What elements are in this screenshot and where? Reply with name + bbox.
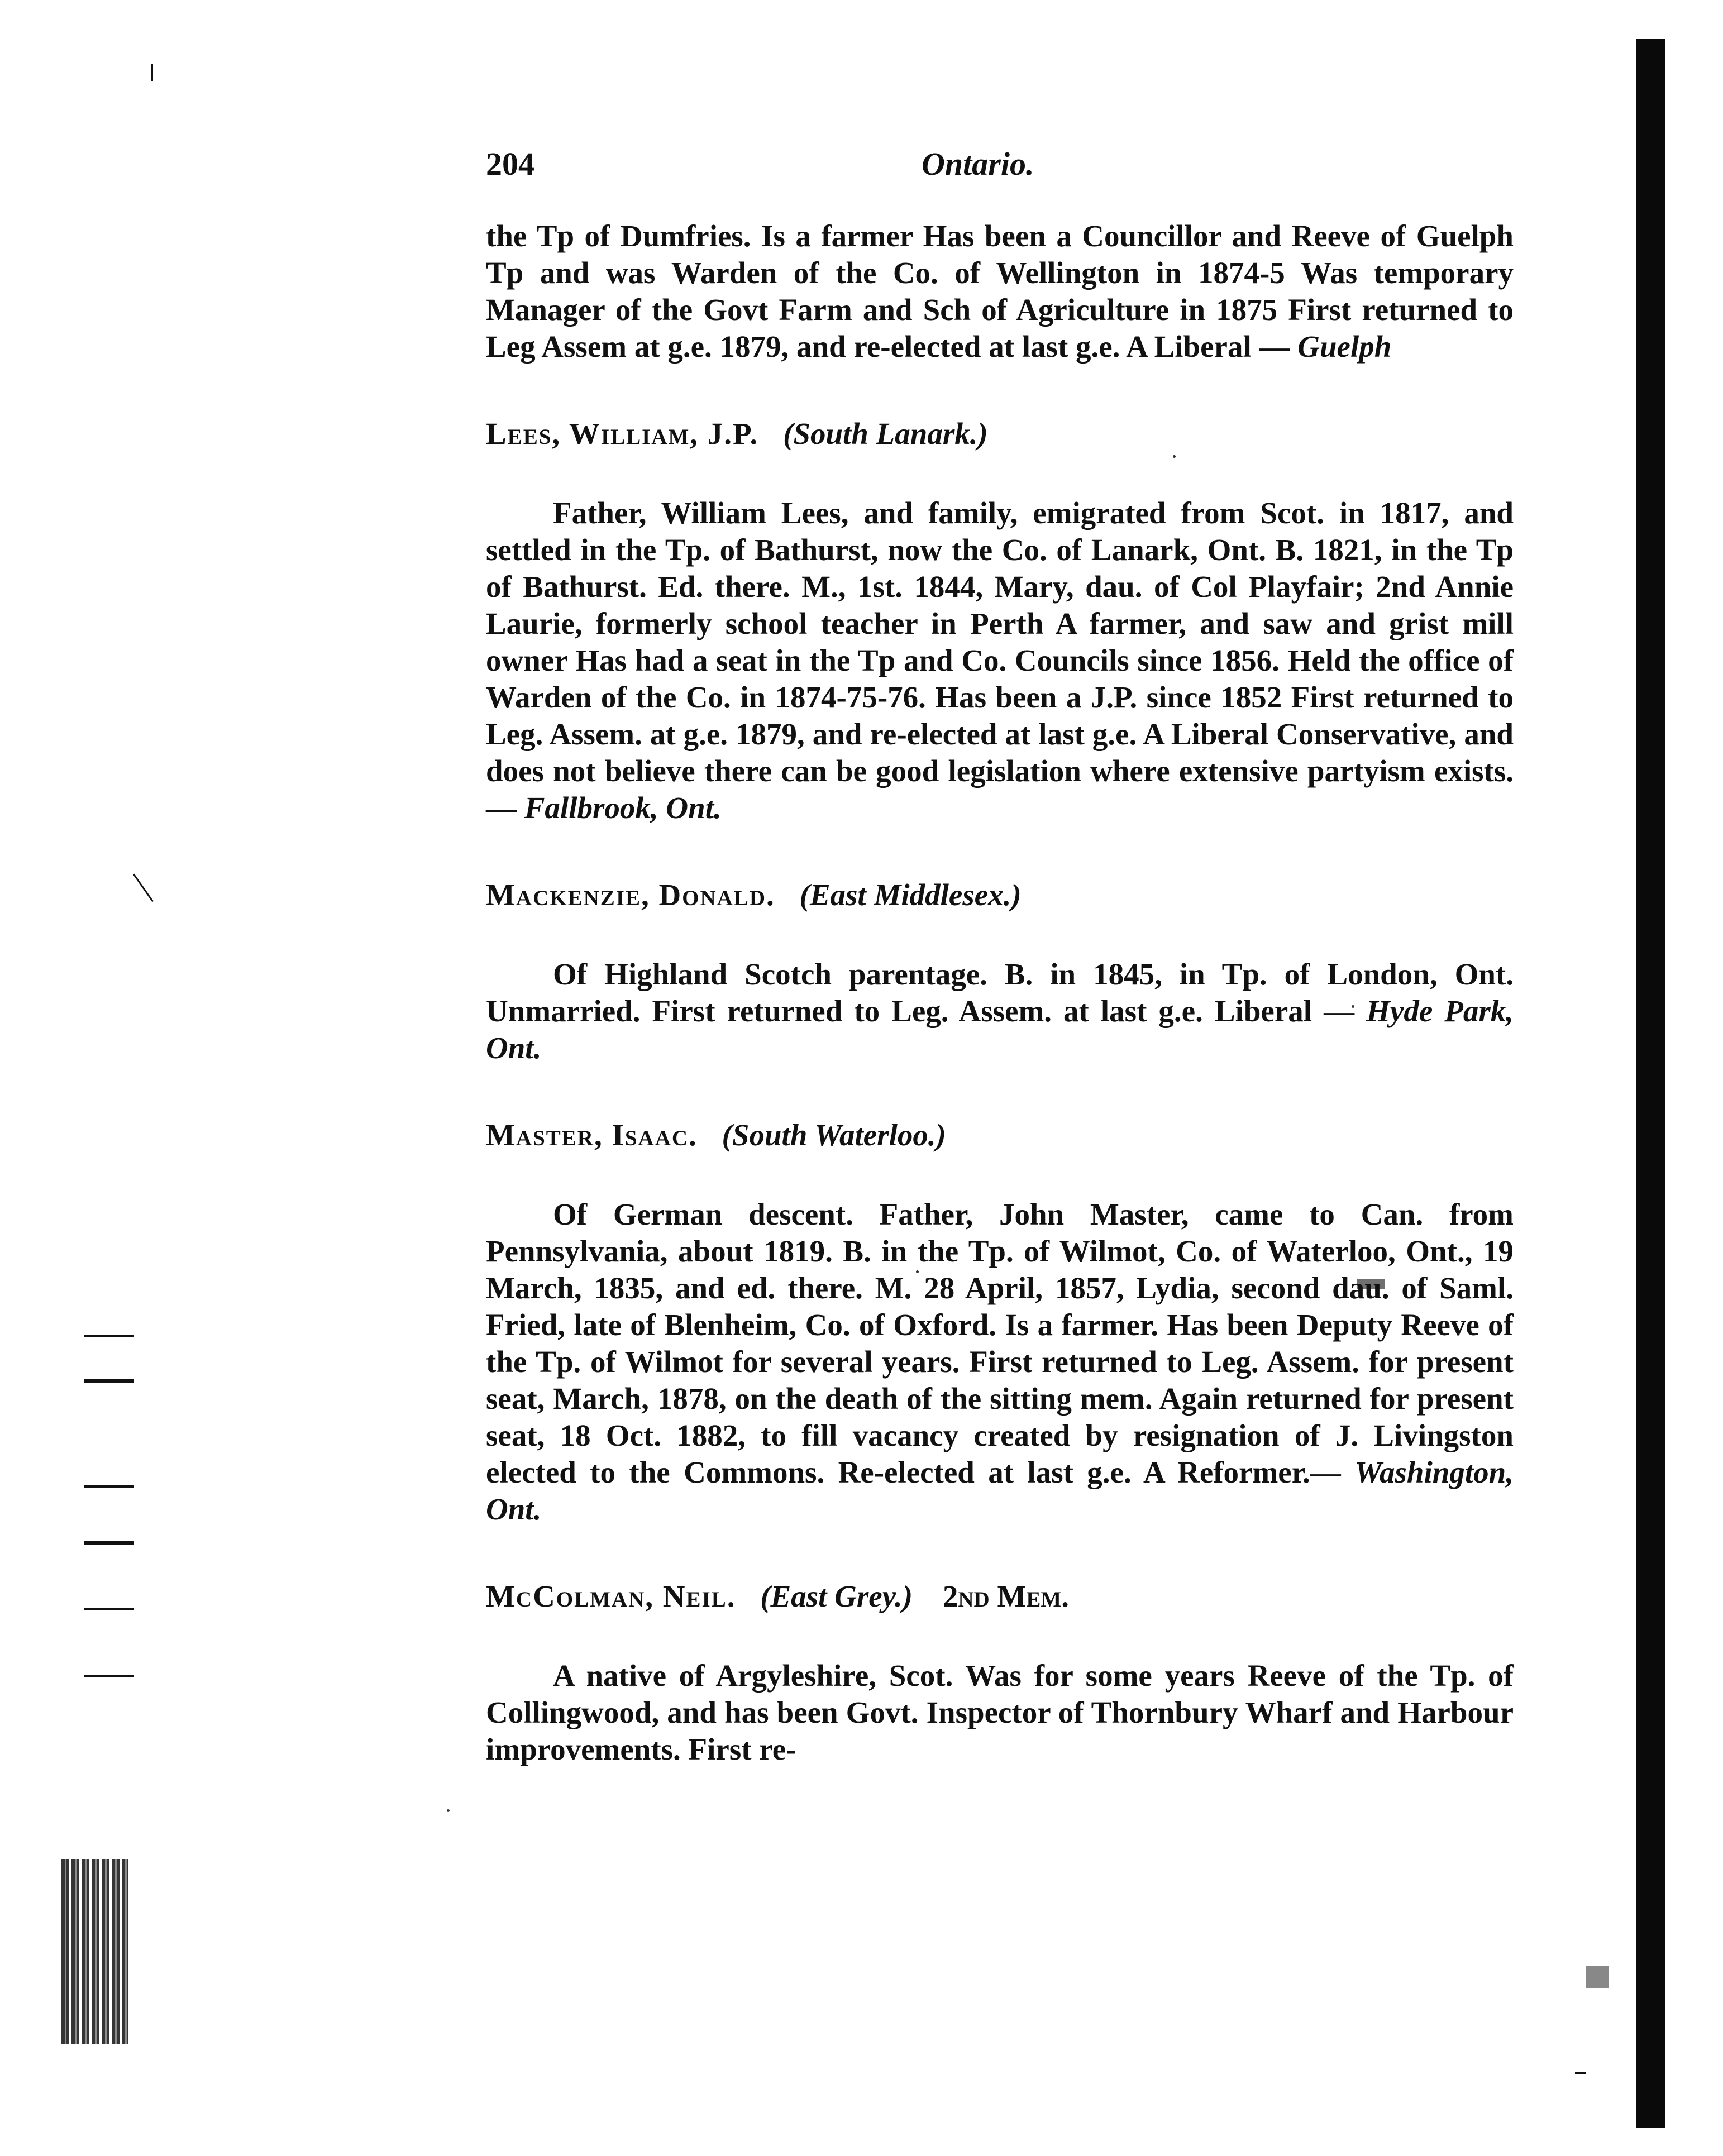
running-head bbox=[486, 145, 1514, 190]
entry-biography bbox=[486, 1657, 1514, 1768]
scan-mark bbox=[84, 1335, 134, 1337]
scan-mark bbox=[84, 1485, 134, 1488]
entry-name: McColman, Neil. bbox=[486, 1579, 736, 1613]
scan-mark bbox=[84, 1379, 134, 1383]
entry-constituency: (South Lanark.) bbox=[783, 417, 988, 451]
scan-mark bbox=[151, 64, 153, 81]
continuation-residence: Guelph bbox=[1297, 329, 1392, 364]
scan-mark bbox=[84, 1608, 134, 1610]
scan-mark bbox=[1575, 2072, 1586, 2074]
text-column bbox=[486, 145, 1514, 1768]
scan-noise-strip bbox=[61, 1859, 128, 2044]
entry-heading bbox=[486, 877, 1514, 914]
entry-residence: Fallbrook, Ont. bbox=[524, 791, 722, 825]
binding-edge-bar bbox=[1636, 39, 1665, 2128]
entry-text: Of German descent. Father, John Master, came to Can. from Pennsylvania, about 1819. B. in the Tp. of Wilmot, Co. of Waterloo, Ont., 19 March, 1835, and ed. there. M. 28 April, 1857, Lydia, second dau. of Saml. Fried, late of Blenheim, Co. of Oxford. Is a farmer. Has been Deputy Reeve of the Tp. of Wilmot for several years. First returned to Leg. Assem. for present seat, March, 1878, on the death of the sitting mem. Again returned for present seat, 18 Oct. 1882, to fill vacancy created by resignation of J. Livingston elected to the Commons. Re-elected at last g.e. A Reformer.— bbox=[486, 1197, 1514, 1489]
continuation-paragraph bbox=[486, 218, 1514, 365]
entry-text: Father, William Lees, and family, emigrated from Scot. in 1817, and settled in the Tp. of Bathurst, now the Co. of Lanark, Ont. B. 1821, in the Tp of Bathurst. Ed. there. M., 1st. 1844, Mary, dau. of Col Playfair; 2nd Annie Laurie, formerly school teacher in Perth A farmer, and saw and grist mill owner Has had a seat in the Tp and Co. Councils since 1856. Held the office of Warden of the Co. in 1874-75-76. Has been a J.P. since 1852 First returned to Leg. Assem. at g.e. 1879, and re-elected at last g.e. A Liberal Conservative, and does not believe there can be good legislation where extensive partyism exists.— bbox=[486, 496, 1514, 825]
entry-biography bbox=[486, 1196, 1514, 1528]
continuation-text: the Tp of Dumfries. Is a farmer Has been a Councillor and Reeve of Guelph Tp and was Warden of the Co. of Wellington in 1874-5 Was temporary Manager of the Govt Farm and Sch of Agriculture in 1875 First returned to Leg Assem at g.e. 1879, and re-elected at last g.e. A Liberal — bbox=[486, 219, 1514, 364]
entry-text: A native of Argyleshire, Scot. Was for some years Reeve of the Tp. of Collingwood, and has been Govt. Inspector of Thornbury Wharf and Harbour improvements. First re- bbox=[486, 1658, 1514, 1766]
entry-biography bbox=[486, 956, 1514, 1067]
entry-text: Of Highland Scotch parentage. B. in 1845, in Tp. of London, Ont. Unmarried. First returned to Leg. Assem. at last g.e. Liberal — bbox=[486, 957, 1514, 1028]
entry-heading bbox=[486, 1578, 1514, 1615]
scan-mark bbox=[84, 1541, 134, 1545]
entry-residence: Washington, Ont. bbox=[486, 1455, 1514, 1526]
scan-dot bbox=[447, 1809, 450, 1812]
entry-name: Mackenzie, Donald. bbox=[486, 878, 775, 912]
running-title: Ontario. bbox=[922, 146, 1034, 182]
entry-biography bbox=[486, 495, 1514, 826]
scan-mark bbox=[84, 1675, 134, 1677]
scan-mark bbox=[133, 874, 154, 902]
entry-heading bbox=[486, 1117, 1514, 1154]
entry-name: Master, Isaac. bbox=[486, 1118, 698, 1152]
entry-residence: Hyde Park, Ont. bbox=[486, 994, 1514, 1065]
entry-constituency: (East Grey.) bbox=[760, 1579, 913, 1613]
entry-suffix: 2nd Mem. bbox=[942, 1579, 1069, 1613]
entry-constituency: (East Middlesex.) bbox=[799, 878, 1022, 912]
scan-mark bbox=[1586, 1966, 1609, 1988]
entry-constituency: (South Waterloo.) bbox=[722, 1118, 946, 1152]
entry-name: Lees, William, J.P. bbox=[486, 417, 759, 451]
page-number: 204 bbox=[486, 146, 534, 182]
entry-heading bbox=[486, 415, 1514, 452]
